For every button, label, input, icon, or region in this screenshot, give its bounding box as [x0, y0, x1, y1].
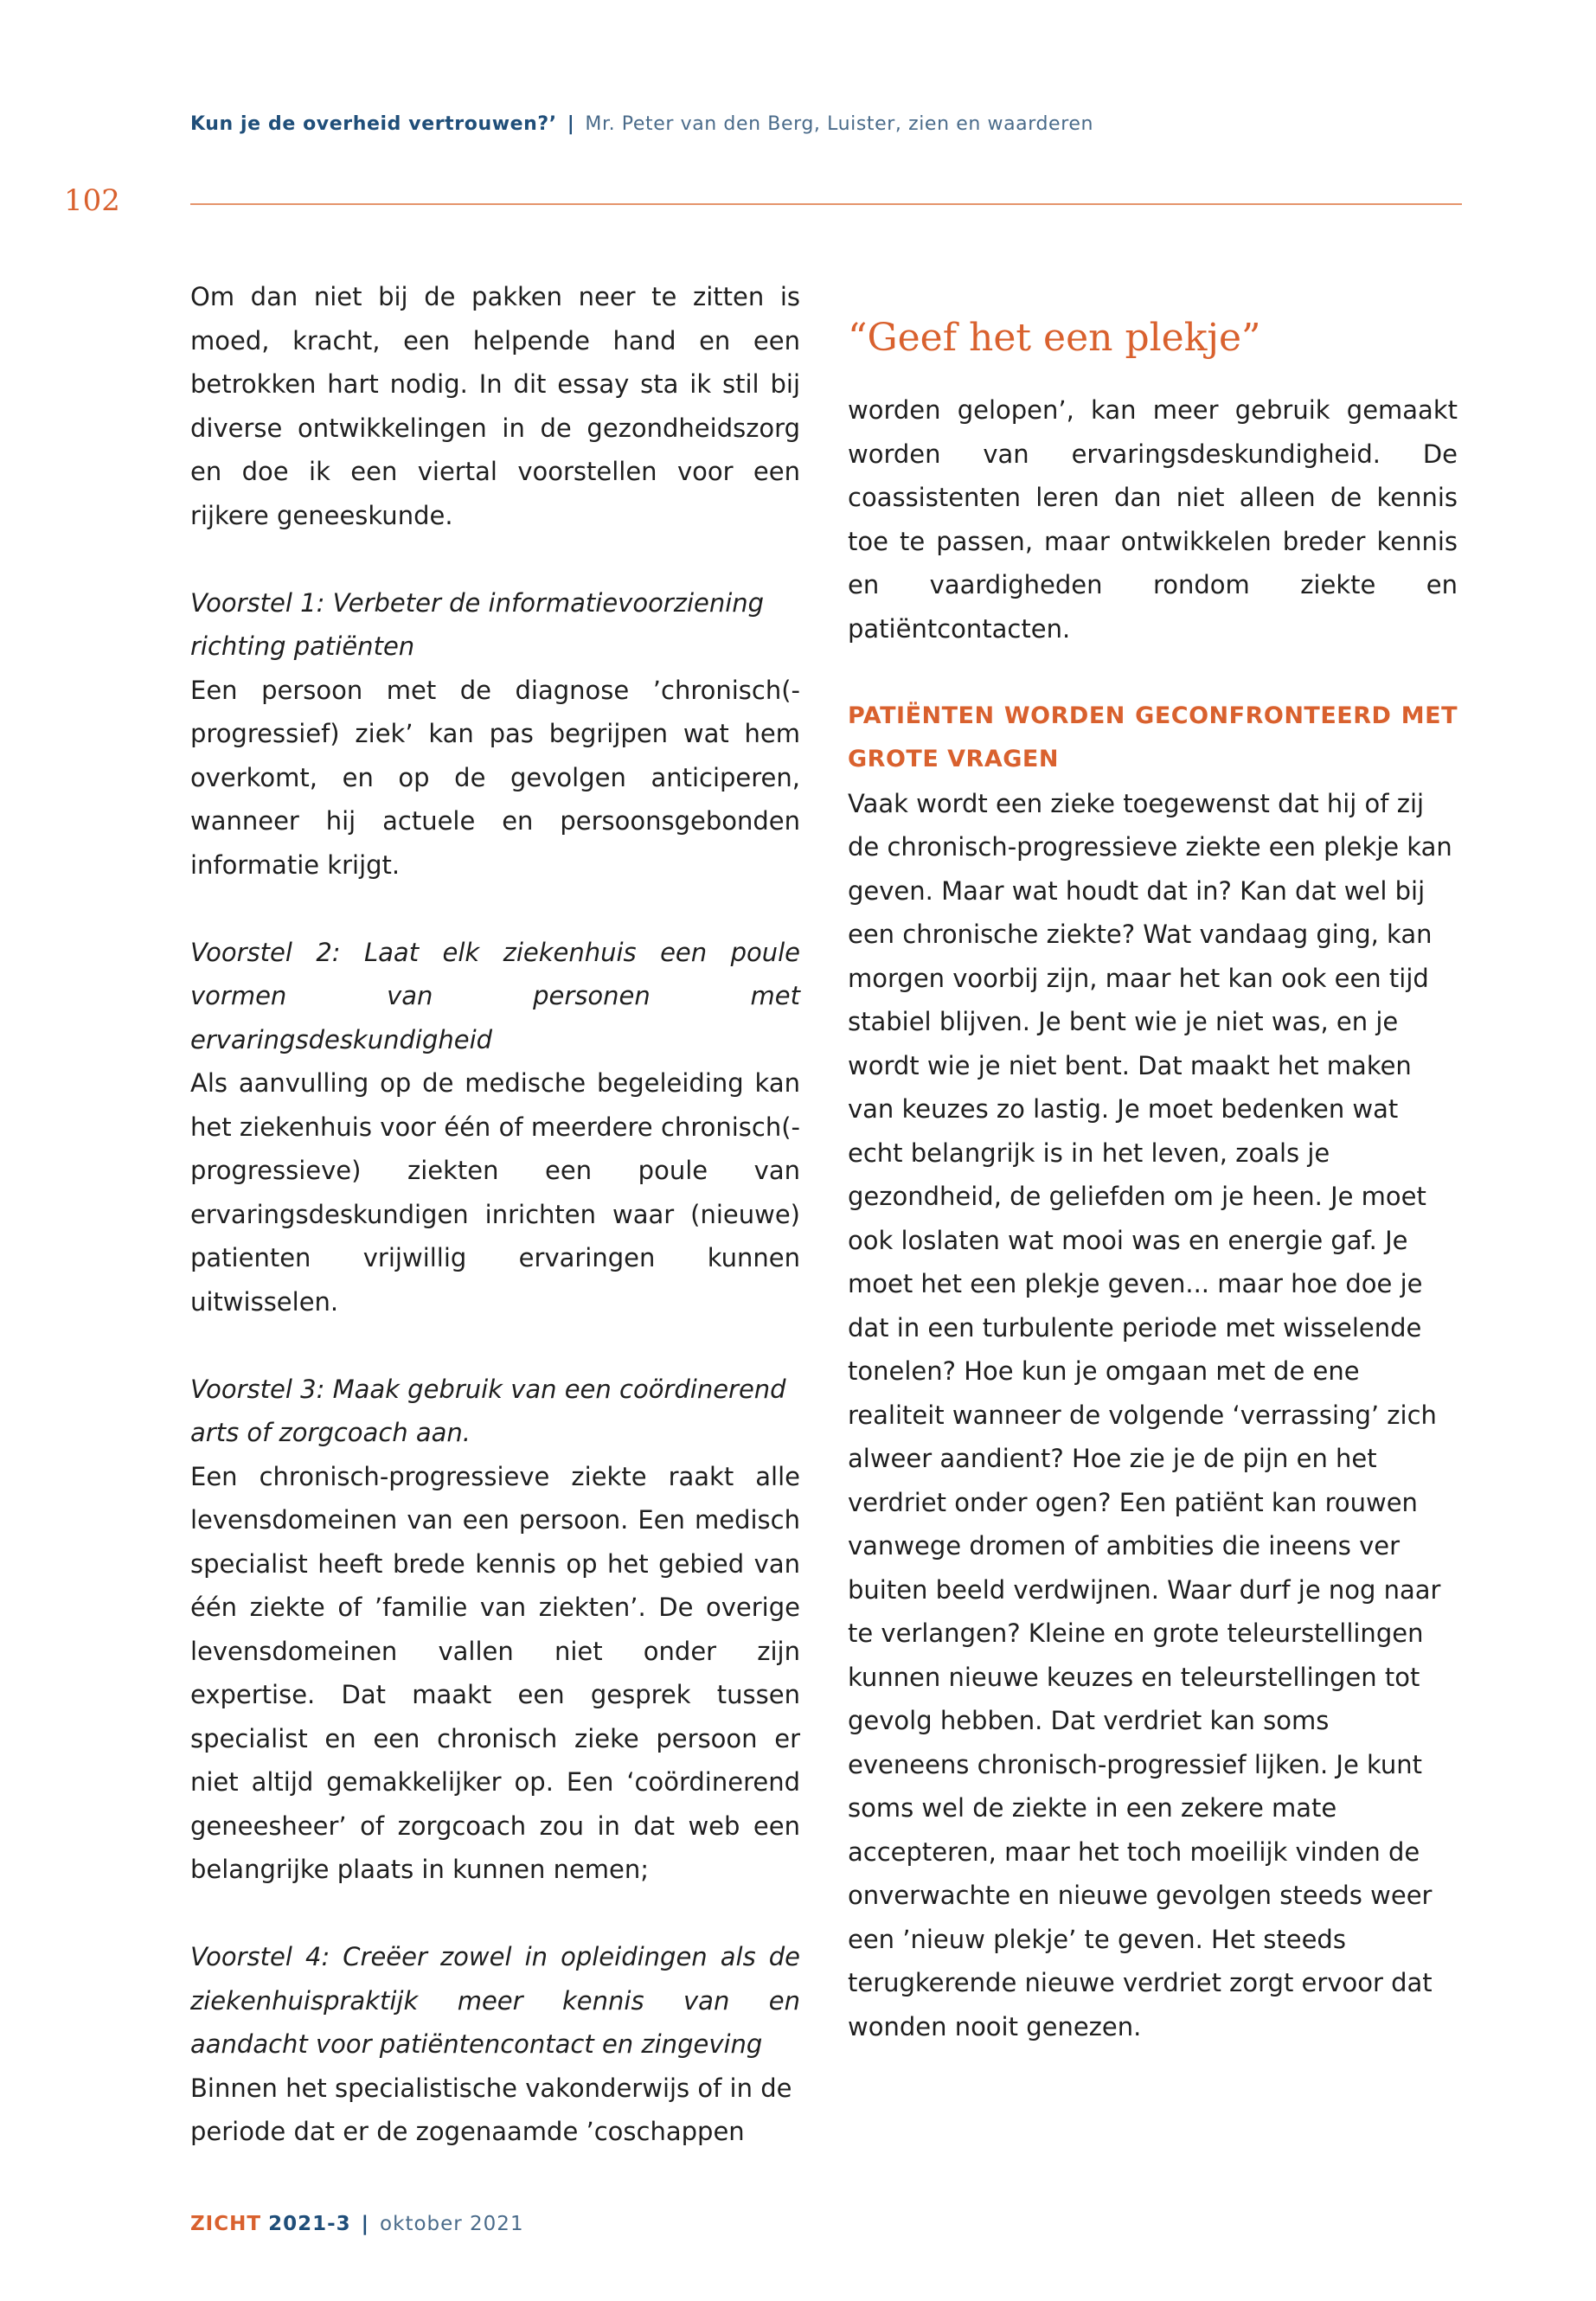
- proposal-2-heading: Voorstel 2: Laat elk ziekenhuis een poule vormen van personen met ervaringsdeskundigheid: [190, 937, 800, 1054]
- footer-date: oktober 2021: [380, 2213, 524, 2235]
- intro-paragraph: Om dan niet bij de pakken neer te zitten is moed, kracht, een helpende hand en een betrokken hart nodig. In dit essay sta ik stil bij diverse ontwikkelingen in de gezondheidszorg en doe ik een viertal voorstellen voor een rijkere geneeskunde.: [190, 282, 800, 530]
- right-column: [848, 275, 1458, 2048]
- header-separator: |: [567, 113, 575, 135]
- continuation-paragraph: worden gelopen’, kan meer gebruik gemaakt worden van ervaringsdeskundigheid. De coassistenten leren dan niet alleen de kennis toe te passen, maar ontwikkelen breder kennis en vaardigheden rondom ziekte en patiëntcontacten.: [848, 395, 1458, 644]
- footer-issue: 2021-3: [268, 2213, 351, 2235]
- header-title: Kun je de overheid vertrouwen?’: [190, 113, 557, 135]
- footer: [190, 2213, 524, 2235]
- section-paragraph: Vaak wordt een zieke toegewenst dat hij of zij de chronisch-progressieve ziekte een plekje kan geven. Maar wat houdt dat in? Kan dat wel bij een chronische ziekte? Wat vandaag ging, kan morgen voorbij zijn, maar het kan ook een tijd stabiel blijven. Je bent wie je niet was, en je wordt wie je niet bent. Dat maakt het maken van keuzes zo lastig. Je moet bedenken wat echt belangrijk is in het leven, zoals je gezondheid, de geliefden om je heen. Je moet ook loslaten wat mooi was en energie gaf. Je moet het een plekje geven... maar hoe doe je dat in een turbulente periode met wisselende tonelen? Hoe kun je omgaan met de ene realiteit wanneer de volgende ‘verrassing’ zich alweer aandient? Hoe zie je de pijn en het verdriet onder ogen? Een patiënt kan rouwen vanwege dromen of ambities die ineens ver buiten beeld verdwijnen. Waar durf je nog naar te verlangen? Kleine en grote teleurstellingen kunnen nieuwe keuzes en teleurstellingen tot gevolg hebben. Dat verdriet kan soms eveneens chronisch-progressief lijken. Je kunt soms wel de ziekte in een zekere mate accepteren, maar het toch moeilijk vinden de onverwachte en nieuwe gevolgen steeds weer een ’nieuw plekje’ te geven. Het steeds terugkerende nieuwe verdriet zorgt ervoor dat wonden nooit genezen.: [848, 788, 1452, 2041]
- section-heading: PATIËNTEN WORDEN GECONFRONTEERD MET GROTE VRAGEN: [848, 702, 1458, 772]
- left-column: [190, 275, 800, 2154]
- header-rule: [190, 203, 1462, 205]
- header-author: Mr. Peter van den Berg, Luister, zien en waarderen: [585, 113, 1094, 135]
- page-number: 102: [64, 183, 120, 218]
- footer-separator: |: [361, 2213, 370, 2235]
- footer-magazine: ZICHT: [190, 2213, 262, 2235]
- proposal-1-heading: Voorstel 1: Verbeter de informatievoorziening richting patiënten: [190, 587, 765, 661]
- pull-quote: “Geef het een plekje”: [848, 316, 1261, 360]
- proposal-3-heading: Voorstel 3: Maak gebruik van een coördinerend arts of zorgcoach aan.: [190, 1374, 786, 1447]
- proposal-1-text: Een persoon met de diagnose ’chronisch(-progressief) ziek’ kan pas begrijpen wat hem overkomt, en op de gevolgen anticiperen, wanneer hij actuele en persoonsgebonden informatie krijgt.: [190, 675, 800, 880]
- proposal-4-heading: Voorstel 4: Creëer zowel in opleidingen als de ziekenhuispraktijk meer kennis van en aandacht voor patiëntencontact en zingeving: [190, 1942, 800, 2059]
- proposal-4-text: Binnen het specialistische vakonderwijs of in de periode dat er de zogenaamde ’coschappen: [190, 2073, 792, 2146]
- proposal-2-text: Als aanvulling op de medische begeleiding kan het ziekenhuis voor één of meerdere chronisch(-progressieve) ziekten een poule van ervaringsdeskundigen inrichten waar (nieuwe) patienten vrijwillig ervaringen kunnen uitwisselen.: [190, 1068, 800, 1317]
- running-header: [190, 113, 1093, 135]
- proposal-3-text: Een chronisch-progressieve ziekte raakt alle levensdomeinen van een persoon. Een medisch specialist heeft brede kennis op het gebied van één ziekte of ’familie van ziekten’. De overige levensdomeinen vallen niet onder zijn expertise. Dat maakt een gesprek tussen specialist en een chronisch zieke persoon er niet altijd gemakkelijker op. Een ‘coördinerend geneesheer’ of zorgcoach zou in dat web een belangrijke plaats in kunnen nemen;: [190, 1461, 800, 1884]
